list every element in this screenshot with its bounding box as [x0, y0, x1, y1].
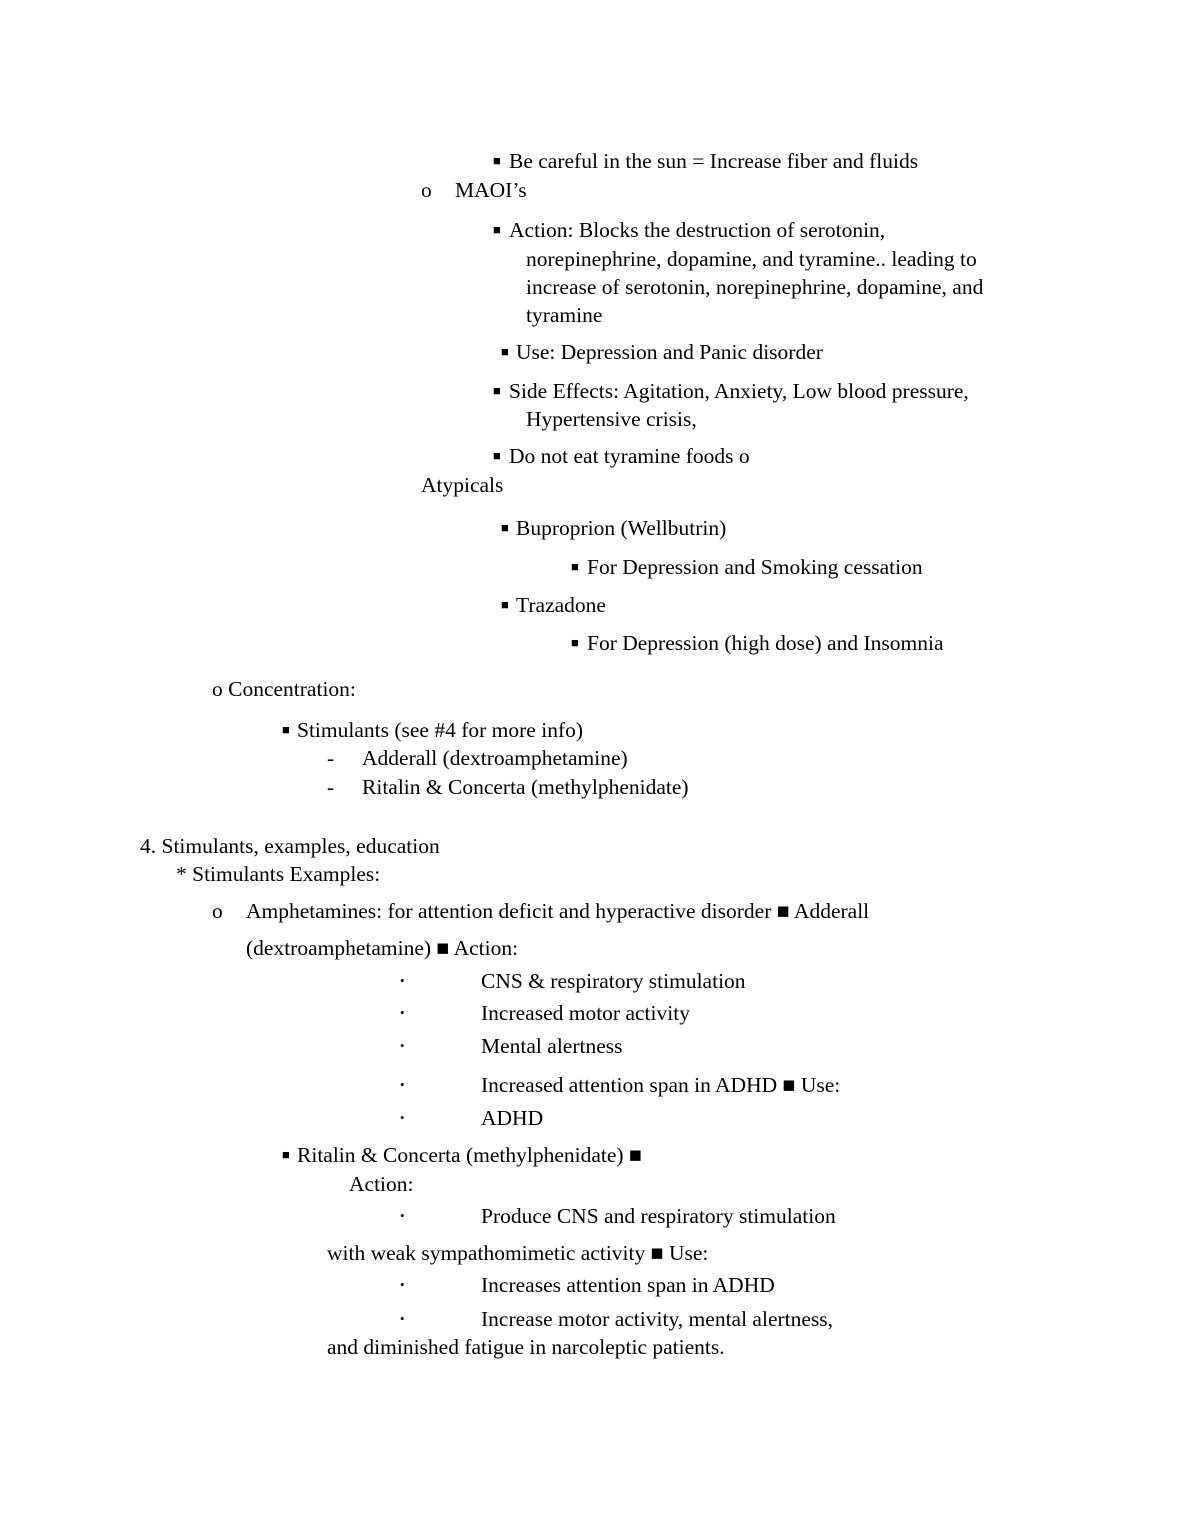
text-line: Hypertensive crisis, — [526, 407, 697, 431]
text-line: For Depression and Smoking cessation — [587, 555, 923, 579]
text-line: Adderall (dextroamphetamine) — [362, 746, 628, 770]
list-marker: • — [400, 1208, 405, 1223]
text-line: Increase motor activity, mental alertness, — [481, 1307, 834, 1331]
text-line: CNS & respiratory stimulation — [481, 969, 746, 993]
text-line: Side Effects: Agitation, Anxiety, Low blood pressure, — [509, 379, 969, 403]
text-line: 4. Stimulants, examples, education — [140, 834, 440, 858]
list-marker: ■ — [493, 383, 501, 398]
text-line: (dextroamphetamine) ■ Action: — [246, 936, 519, 960]
text-line: MAOI’s — [455, 178, 527, 202]
list-marker: • — [400, 1077, 405, 1092]
text-line: * Stimulants Examples: — [176, 862, 381, 886]
text-line: Ritalin & Concerta (methylphenidate) ■ — [297, 1143, 642, 1167]
list-marker: ■ — [501, 520, 509, 535]
list-marker: ■ — [571, 635, 579, 650]
list-marker: ■ — [501, 597, 509, 612]
text-line: Mental alertness — [481, 1034, 623, 1058]
text-line: Buproprion (Wellbutrin) — [516, 516, 727, 540]
text-line: norepinephrine, dopamine, and tyramine.. leading to — [526, 247, 977, 271]
list-marker: • — [400, 1038, 405, 1053]
list-marker: ■ — [282, 722, 290, 737]
text-line: Use: Depression and Panic disorder — [516, 340, 823, 364]
text-line: Amphetamines: for attention deficit and hyperactive disorder ■ Adderall — [246, 899, 870, 923]
list-marker: ■ — [282, 1147, 290, 1162]
text-line: For Depression (high dose) and Insomnia — [587, 631, 944, 655]
text-line: Action: Blocks the destruction of serotonin, — [509, 218, 886, 242]
text-line: increase of serotonin, norepinephrine, dopamine, and — [526, 275, 984, 299]
list-marker: ■ — [493, 153, 501, 168]
text-line: Increased attention span in ADHD ■ Use: — [481, 1073, 841, 1097]
text-line: Increased motor activity — [481, 1001, 690, 1025]
text-line: Trazadone — [516, 593, 606, 617]
list-marker: ■ — [493, 222, 501, 237]
list-marker: - — [327, 775, 335, 799]
list-marker: ■ — [501, 344, 509, 359]
list-marker: - — [327, 746, 335, 770]
text-line: Produce CNS and respiratory stimulation — [481, 1204, 836, 1228]
list-marker: • — [400, 1277, 405, 1292]
text-line: ADHD — [481, 1106, 544, 1130]
list-marker: • — [400, 973, 405, 988]
text-line: and diminished fatigue in narcoleptic patients. — [327, 1335, 725, 1359]
text-line: Ritalin & Concerta (methylphenidate) — [362, 775, 689, 799]
text-line: Be careful in the sun = Increase fiber and fluids — [509, 149, 919, 173]
list-marker: ■ — [571, 559, 579, 574]
list-marker: • — [400, 1005, 405, 1020]
list-marker: o — [212, 899, 223, 923]
list-marker: o — [421, 178, 432, 202]
text-line: Atypicals — [421, 473, 504, 497]
text-line: Do not eat tyramine foods o — [509, 444, 750, 468]
text-line: with weak sympathomimetic activity ■ Use: — [327, 1241, 709, 1265]
list-marker: • — [400, 1311, 405, 1326]
text-line: Increases attention span in ADHD — [481, 1273, 775, 1297]
list-marker: ■ — [493, 448, 501, 463]
text-line: Stimulants (see #4 for more info) — [297, 718, 584, 742]
text-line: o Concentration: — [212, 677, 356, 701]
text-line: tyramine — [526, 303, 603, 327]
text-line: Action: — [349, 1172, 414, 1196]
list-marker: • — [400, 1110, 405, 1125]
